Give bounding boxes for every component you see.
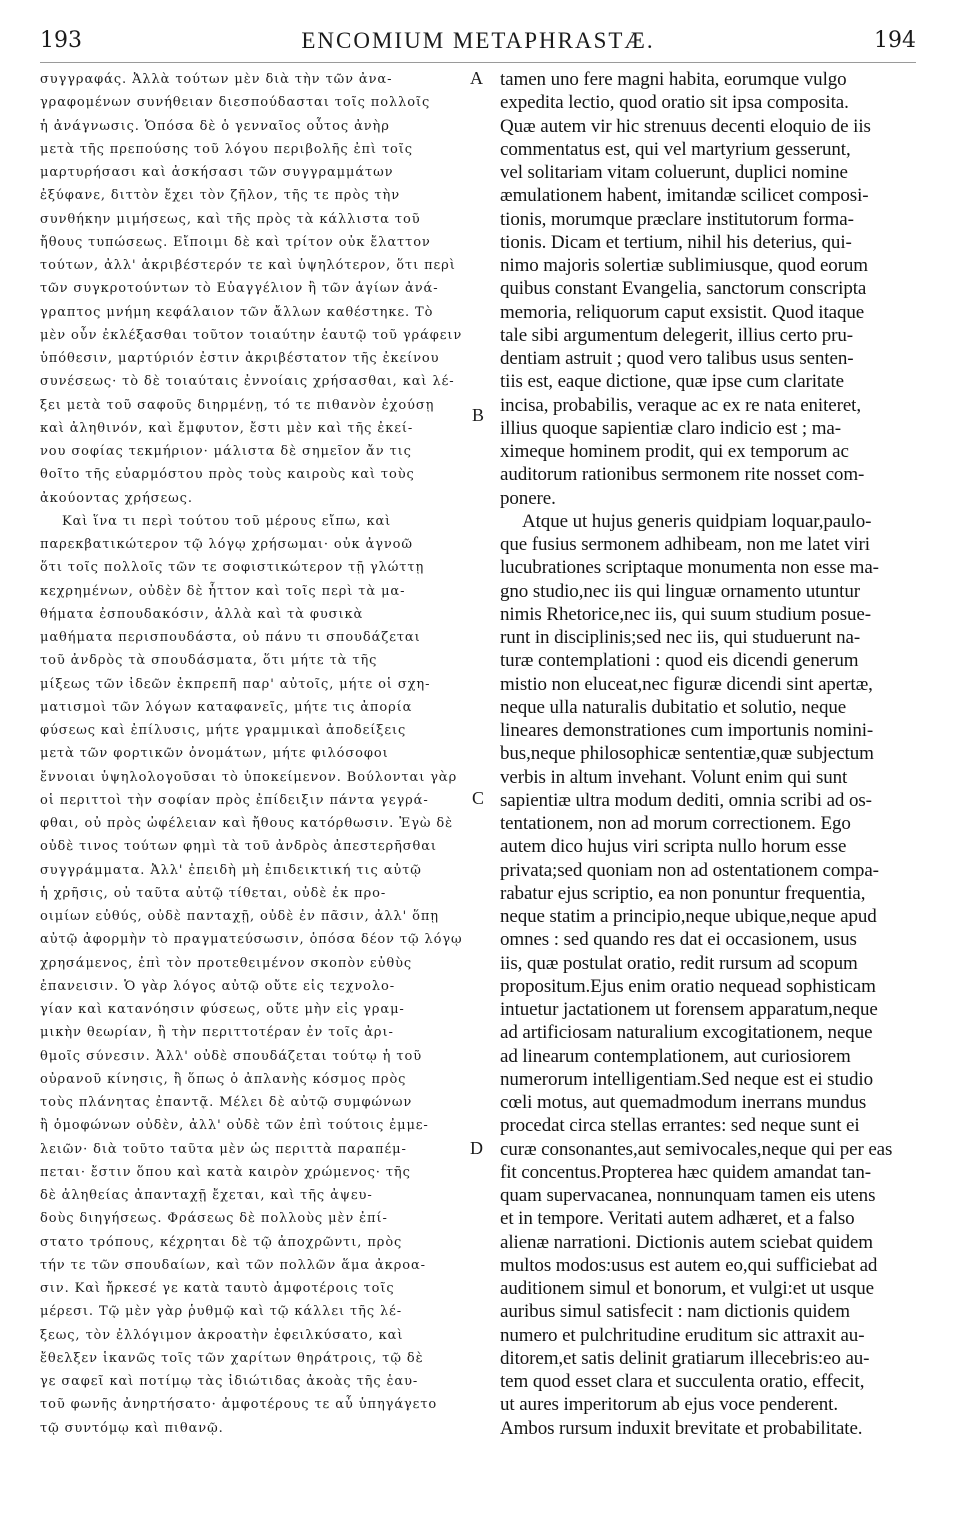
text-line: ἤθους τυπώσεως. Εἴποιμι δὲ καὶ τρίτον οὐκ ἔλαττον xyxy=(40,234,431,250)
text-line: ματισμοὶ τῶν λόγων καταφανεῖς, μήτε τις ἀπορία xyxy=(40,699,413,715)
text-line: Ambos rursum induxit brevitate et probabilitate. xyxy=(500,1417,863,1439)
text-line: mistio non eluceat,nec figuræ dicendi sint apertæ, xyxy=(500,673,873,695)
text-line: ditorem,et satis delinit gratiarum illecebris:eo au- xyxy=(500,1347,870,1369)
text-line: ἐξύφανε, διττὸν ἔχει τὸν ζῆλον, τῆς τε πρὸς τὴν xyxy=(40,188,400,204)
text-line: memoria, reliquorum caput exsistit. Quod itaque xyxy=(500,301,865,323)
text-line: intuetur jactationem ut forensem apparatum,neque xyxy=(500,999,878,1020)
text-line: commentatus est, qui vel martyrium gesserunt, xyxy=(500,138,851,160)
text-line: στατο τρόπους, κέχρηται δὲ τῷ ἀποχρῶντι, πρὸς xyxy=(40,1234,403,1250)
text-line: ἔννοιαι ὑψηλολογοῦσαι τὸ ὑποκείμενον. Βούλονται γὰρ xyxy=(40,769,458,785)
text-line: χρησάμενος, ἐπὶ τὸν προτεθειμένον σκοπὸν εὐθὺς xyxy=(40,955,413,971)
section-marker-d: D xyxy=(470,1138,483,1158)
text-line: iis, quæ postulat oratio, redit rursum ad scopum xyxy=(500,952,858,974)
text-line: incisa, probabilis, veraque ac ex re nata eniteret, xyxy=(500,394,862,416)
text-line: ἢ ὁμοφώνων οὐδὲν, ἀλλ' οὐδὲ τῶν ἐπὶ τούτοις ἐμμε- xyxy=(40,1118,429,1134)
text-line: dentiam astruit ; quod vero talibus usus senten- xyxy=(500,348,854,369)
text-line: multos modos:usus est autem eo,qui sufficiebat ad xyxy=(500,1254,878,1276)
section-marker-b: B xyxy=(472,405,485,425)
text-line: Atque ut hujus generis quidpiam loquar,paulo- xyxy=(522,510,872,532)
text-line: τοὺς πλάνητας ἐπαντᾷ. Μέλει δὲ αὐτῷ συμφώνων xyxy=(40,1095,413,1110)
text-line: οὐδὲ τινος τούτων φημὶ τὰ τοῦ ἀνδρὸς ἀπεστερῆσθαι xyxy=(40,839,437,855)
text-line: quibus constant Evangelia, sanctorum conscripta xyxy=(500,278,867,300)
text-line: bus,neque philosophicæ sententiæ,quæ subjectum xyxy=(500,743,874,765)
text-line: θμοῖς σύνεσιν. Ἀλλ' οὐδὲ σπουδάζεται τούτῳ ἡ τοῦ xyxy=(40,1048,423,1064)
text-line: vel solitariam vitam coluerunt, duplici nomine xyxy=(500,162,848,183)
text-line: ἡ ἀνάγνωσις. Ὁπόσα δὲ ὁ γενναῖος οὗτος ἀνὴρ xyxy=(40,118,390,134)
text-line: φύσεως καὶ ἐπίλυσις, μήτε γραμμικαὶ ἀποδείξεις xyxy=(40,723,407,738)
text-line: lineares demonstrationes cum importunis nomini- xyxy=(500,720,874,741)
text-line: ὅτι τοῖς πολλοῖς τῶν τε σοφιστικώτερον τῇ γλώττῃ xyxy=(40,560,425,576)
text-line: curæ consonantes,aut semivocales,neque qui per eas xyxy=(500,1138,893,1160)
text-line: et in tempore. Veritati autem adhæret, et a falso xyxy=(500,1208,855,1230)
text-line: Quæ autem vir hic strenuus decenti eloquio de iis xyxy=(500,115,871,137)
text-line: tiis est, eaque dictione, quæ ipse cum claritate xyxy=(500,371,844,393)
text-line: συνέσεως· τὸ δὲ τοιαύταις ἐννοίαις χρήσασθαι, καὶ λέ- xyxy=(40,374,455,390)
text-line: tionis. Dicam et tertium, nihil his deterius, qui- xyxy=(500,231,852,253)
text-line: αὐτῷ ἀφορμὴν τὸ πραγματεύσωσιν, ὁπόσα δέον τῷ λόγῳ xyxy=(40,932,463,948)
text-line: ἡ χρῆσις, οὐ ταῦτα αὐτῷ τίθεται, οὐδὲ ἐκ προ- xyxy=(40,885,387,901)
text-line: turæ contemplationi : quod eis dicendi generum xyxy=(500,650,859,672)
text-line: γίαν καὶ κατανόησιν φύσεως, οὔτε μὴν εἰς γραμ- xyxy=(40,1002,405,1017)
text-line: auditorum rationibus sermonem rite nosset com- xyxy=(500,464,865,486)
text-line: tem quod esset clara et succulenta oratio, effecit, xyxy=(500,1371,865,1392)
text-line: τούτων, ἀλλ' ἀκριβέστερόν τε καὶ ὑψηλότερον, ὅτι περὶ xyxy=(40,258,456,273)
latin-column xyxy=(500,68,924,1440)
running-header xyxy=(0,0,956,60)
text-line: æmulationem habent, imitandæ scilicet composi- xyxy=(500,185,869,207)
text-line: nimis Rhetorice,nec iis, qui suum studium posue- xyxy=(500,603,871,625)
text-line: nimo majoris solertiæ sublimiusque, quod eorum xyxy=(500,255,868,276)
text-line: Καὶ ἵνα τι περὶ τούτου τοῦ μέρους εἴπω, καὶ xyxy=(62,513,392,529)
text-line: procedat circa stellas errantes: sed neque sunt ei xyxy=(500,1115,860,1137)
text-line: lucubrationes scriptaque monumenta non esse ma- xyxy=(500,557,879,579)
text-line: συνθήκην μιμήσεως, καὶ τῆς πρὸς τὰ κάλλιστα τοῦ xyxy=(40,211,421,227)
text-line: μετὰ τῶν φορτικῶν ὀνομάτων, μήτε φιλόσοφοι xyxy=(40,746,389,762)
text-line: ἀκούοντας χρήσεως. xyxy=(40,490,193,506)
text-line: autem dico hujus viri scripta nullo horum esse xyxy=(500,836,847,858)
section-marker-a: A xyxy=(470,68,483,88)
text-line: μίξεως τῶν ἰδεῶν ἐκπρεπῆ παρ' αὐτοῖς, μήτε οἱ σχη- xyxy=(40,676,431,692)
text-line: οὐρανοῦ κίνησις, ἢ ὅπως ὁ ἀπλανὴς κόσμος πρὸς xyxy=(40,1071,407,1087)
text-line: θοῖτο τῆς εὐαρμόστου πρὸς τοὺς καιροὺς καὶ τοὺς xyxy=(40,467,415,483)
text-line: verbis in altum invehant. Volunt enim qui sunt xyxy=(500,766,848,788)
text-line: tentationem, non ad morum correctionem. Ego xyxy=(500,813,851,834)
text-line: ἔθελξεν ἱκανῶς τοῖς τῶν χαρίτων θηράτροις, τῷ δὲ xyxy=(40,1350,424,1366)
text-line: ponere. xyxy=(500,487,556,509)
text-line: quam supervacanea, nonnunquam tamen eis utens xyxy=(500,1185,876,1206)
text-line: θήματα ἐσπουδακόσιν, ἀλλὰ καὶ τὰ φυσικὰ xyxy=(40,606,364,622)
text-line: γραπτος μνήμη κεφάλαιον τῶν ἄλλων καθέστηκε. Τὸ xyxy=(40,304,434,320)
text-line: sapientiæ ultra modum dediti, omnia scribi ad os- xyxy=(500,789,872,811)
text-line: συγγράμματα. Ἀλλ' ἐπειδὴ μὴ ἐπιδεικτική τις αὐτῷ xyxy=(40,862,422,878)
text-line: gno studio,nec iis qui linguæ ornamento utuntur xyxy=(500,580,860,602)
page-number-right: 194 xyxy=(874,28,916,53)
text-line: ξεως, τὸν ἐλλόγιμον ἀκροατὴν ἐφειλκύσατο, καὶ xyxy=(40,1327,404,1343)
text-line: privata;sed quoniam non ad ostentationem compa- xyxy=(500,859,879,881)
text-line: fit concentus.Propterea hæc quidem amandat tan- xyxy=(500,1161,871,1183)
text-line: παρεκβατικώτερον τῷ λόγῳ χρήσωμαι· οὐκ ἀγνοῶ xyxy=(40,537,413,552)
text-line: κεχρημένων, οὐδὲν δὲ ἧττον καὶ τοῖς περὶ τὰ μα- xyxy=(40,583,406,599)
text-line: μὲν οὖν ἐκλέξασθαι τοῦτον τοιαύτην ἑαυτῷ τοῦ γράφειν xyxy=(40,327,463,343)
text-line: σιν. Καὶ ἤρκεσέ γε κατὰ ταυτὸ ἀμφοτέροις τοῖς xyxy=(40,1281,395,1296)
text-line: cœli motus, aut quemadmodum inerrans mundus xyxy=(500,1092,867,1113)
text-line: τῶν συγκροτούντων τὸ Εὐαγγέλιον ἢ τῶν ἁγίων ἀνά- xyxy=(40,281,439,297)
text-line: νου σοφίας τεκμήριον· μάλιστα δὲ σημεῖον ἄν τις xyxy=(40,444,412,459)
text-line: τοῦ φωνῆς ἀνηρτήσατο· ἀμφοτέρους τε αὖ ὑπηγάγετο xyxy=(40,1397,438,1413)
running-title: ENCOMIUM METAPHRASTÆ. xyxy=(301,28,655,53)
text-line: συγγραφάς. Ἀλλὰ τούτων μὲν διὰ τὴν τῶν ἀνα- xyxy=(40,72,393,87)
text-line: τήν τε τῶν σπουδαίων, καὶ τῶν πολλῶν ἅμα ἀκροα- xyxy=(40,1257,426,1273)
text-line: δὲ ἀληθείας ἀπανταχῇ ἔχεται, καὶ τῆς ἀψευ- xyxy=(40,1188,373,1203)
text-line: numero et pulchritudine eruditum sic attraxit au- xyxy=(500,1324,865,1346)
text-line: alienæ narrationi. Dictionis autem sciebat quidem xyxy=(500,1231,873,1253)
text-line: ximeque hominem prodit, qui ex temporum ac xyxy=(500,441,849,462)
text-line: ἐπανεισιν. Ὁ γὰρ λόγος αὐτῷ οὔτε εἰς τεχνολο- xyxy=(40,978,396,994)
text-line: μικὴν θεωρίαν, ἢ τὴν περιττοτέραν ἐν τοῖς ἀρι- xyxy=(40,1025,394,1041)
text-line: ὑπόθεσιν, μαρτύριόν ἐστιν ἀκριβέστατον τῆς ἐκείνου xyxy=(40,351,440,366)
greek-column xyxy=(40,68,468,1440)
text-line: οιμίων εὐθύς, οὐδὲ πανταχῇ, οὐδὲ ἐν πᾶσιν, ἀλλ' ὅπῃ xyxy=(40,909,439,924)
header-rule xyxy=(40,62,916,63)
text-line: μέρεσι. Τῷ μὲν γὰρ ῥυθμῷ καὶ τῷ κάλλει τῆς λέ- xyxy=(40,1304,403,1320)
text-line: neque statim a principio,neque ubique,neque apud xyxy=(500,906,877,927)
text-line: tionis, morumque præclare institutorum forma- xyxy=(500,208,854,230)
text-line: auditionem simul et bonorum, et vulgi:et ut usque xyxy=(500,1278,874,1299)
text-line: δοὺς διηγήσεως. Φράσεως δὲ πολλοὺς μὲν ἐπί- xyxy=(40,1211,388,1227)
text-line: omnes : sed quando res dat ei occasionem, usus xyxy=(500,929,857,951)
text-line: καὶ ἀληθινόν, καὶ ἔμφυτον, ἔστι μὲν καὶ τῆς ἐκεί- xyxy=(40,420,414,436)
page-number-left: 193 xyxy=(40,28,82,53)
text-line: ad artificiosam naturalium excogitationem, neque xyxy=(500,1022,873,1044)
text-line: λειῶν· διὰ τοῦτο ταῦτα μὲν ὡς περιττὰ παραπέμ- xyxy=(40,1141,407,1157)
text-line: ξει μετὰ τοῦ σαφοῦς διηρμένῃ, τό τε πιθανὸν ἐχούσῃ xyxy=(40,397,435,413)
text-line: μαθήματα περισπουδάστα, οὐ πάνυ τι σπουδάζεται xyxy=(40,630,421,645)
text-line: τοῦ ἀνδρὸς τὰ σπουδάσματα, ὅτι μήτε τὰ τῆς xyxy=(40,653,378,669)
text-line: auribus simul satisfecit : nam dictionis quidem xyxy=(500,1301,850,1323)
text-line: φθαι, οὐ πρὸς ὠφέλειαν καὶ ἤθους κατόρθωσιν. Ἐγὼ δὲ xyxy=(40,816,453,831)
text-line: ut aures imperitorum ab ejus voce penderent. xyxy=(500,1394,839,1416)
text-line: propositum.Ejus enim oratio nequead sophisticam xyxy=(500,975,876,997)
text-line: tamen uno fere magni habita, eorumque vulgo xyxy=(500,69,847,90)
section-marker-c: C xyxy=(472,788,485,808)
text-line: numerorum intelligentiam.Sed neque est ei studio xyxy=(500,1068,874,1090)
text-line: rabatur ejus scriptio, ea non ponuntur frequentia, xyxy=(500,882,866,904)
text-line: τῷ συντόμῳ καὶ πιθανῷ. xyxy=(40,1420,224,1436)
text-line: μετὰ τῆς πρεπούσης τοῦ λόγου περιβολῆς ἐπὶ τοῖς xyxy=(40,141,413,157)
text-line: πεται· ἔστιν ὅπου καὶ κατὰ καιρὸν χρώμενος· τῆς xyxy=(40,1164,411,1180)
text-line: expedita lectio, quod oratio sit ipsa composita. xyxy=(500,92,849,114)
text-line: ad linearum contemplationem, aut curiosiorem xyxy=(500,1045,851,1067)
text-line: runt in disciplinis;sed nec iis, qui studuerunt na- xyxy=(500,627,861,648)
text-line: γραφομένων συνήθειαν διεσπούδασται τοῖς πολλοῖς xyxy=(40,95,431,111)
text-line: οἱ περιττοὶ τὴν σοφίαν πρὸς ἐπίδειξιν πάντα γεγρά- xyxy=(40,792,429,808)
text-line: que fusius sermonem adhibeam, non me latet viri xyxy=(500,534,870,555)
text-line: illius quoque sapientiæ claro indicio est ; ma- xyxy=(500,417,841,439)
text-line: tale sibi argumentum delegerit, illius certo pru- xyxy=(500,324,854,346)
text-line: neque ulla naturalis dubitatio et solutio, neque xyxy=(500,696,847,718)
text-line: μαρτυρήσασι καὶ ἀσκήσασι τῶν συγγραμμάτων xyxy=(40,165,394,180)
text-line: γε σαφεῖ καὶ ποτίμῳ τὰς ἰδιώτιδας ἀκοὰς τῆς ἑαυ- xyxy=(40,1374,419,1389)
